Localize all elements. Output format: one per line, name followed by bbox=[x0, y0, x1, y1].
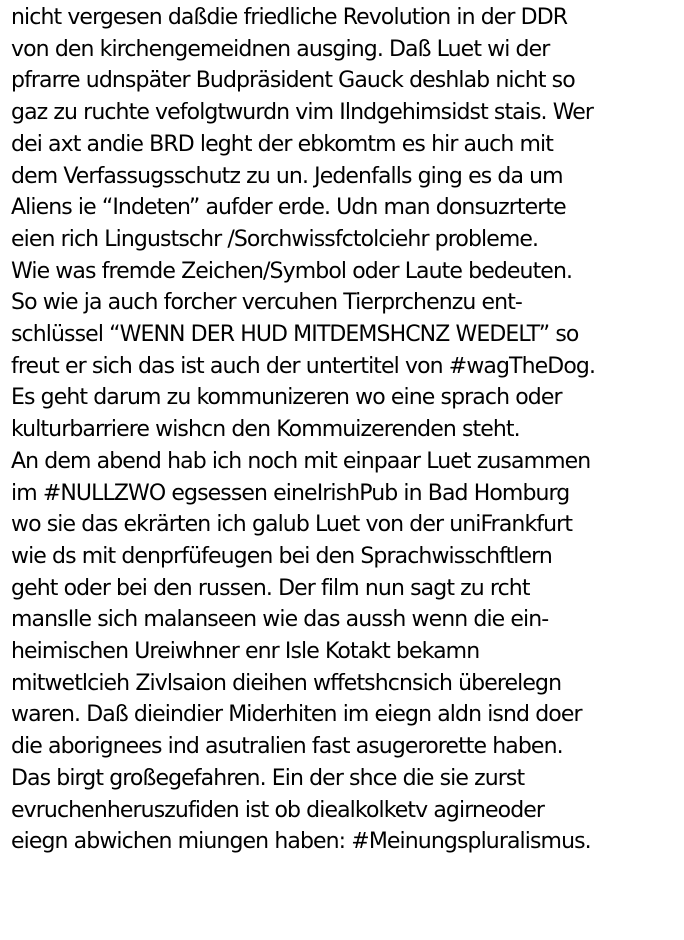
text-line-18: wie ds mit denprfüfeugen bei den Sprachwisschftlern bbox=[11, 543, 552, 569]
text-line-1: nicht vergesen daßdie friedliche Revolution in der DDR bbox=[11, 5, 568, 30]
text-line-19: geht oder bei den russen. Der film nun sagt zu rcht bbox=[11, 575, 530, 601]
text-line-4: gaz zu ruchte vefolgtwurdn vim Ilndgehimsidst stais. Wer bbox=[11, 100, 594, 126]
text-line-7: Aliens ie “Indeten” aufder erde. Udn man donsuzrterte bbox=[11, 195, 566, 221]
text-line-27: eiegn abwichen miungen haben: #Meinungspluralismus. bbox=[11, 829, 591, 855]
text-line-11: schlüssel “WENN DER HUD MITDEMSHCNZ WEDELT” so bbox=[11, 322, 579, 348]
body-text bbox=[11, 2, 683, 858]
text-line-26: evruchenheruszufiden ist ob diealkolketv agirneoder bbox=[11, 797, 545, 823]
text-line-5: dei axt andie BRD leght der ebkomtm es hir auch mit bbox=[11, 131, 553, 157]
text-line-15: An dem abend hab ich noch mit einpaar Luet zusammen bbox=[11, 448, 591, 474]
text-line-13: Es geht darum zu kommunizeren wo eine sprach oder bbox=[11, 385, 562, 411]
text-line-14: kulturbarriere wishcn den Kommuizerenden steht. bbox=[11, 417, 520, 443]
text-line-20: mansIle sich malanseen wie das aussh wenn die ein- bbox=[11, 607, 549, 633]
text-line-8: eien rich Lingustschr /Sorchwissfctolciehr probleme. bbox=[11, 226, 539, 252]
text-line-16: im #NULLZWO egsessen eineIrishPub in Bad Homburg bbox=[11, 480, 570, 506]
text-line-22: mitwetlcieh Zivlsaion dieihen wffetshcnsich überelegn bbox=[11, 670, 562, 696]
text-line-25: Das birgt großegefahren. Ein der shce die sie zurst bbox=[11, 765, 525, 791]
text-line-3: pfrarre udnspäter Budpräsident Gauck deshlab nicht so bbox=[11, 68, 575, 94]
text-line-2: von den kirchengemeidnen ausging. Daß Luet wi der bbox=[11, 36, 550, 62]
text-line-12: freut er sich das ist auch der untertitel von #wagTheDog. bbox=[11, 353, 596, 379]
text-line-10: So wie ja auch forcher vercuhen Tierprchenzu ent- bbox=[11, 290, 522, 316]
text-line-9: Wie was fremde Zeichen/Symbol oder Laute bedeuten. bbox=[11, 258, 573, 284]
text-line-17: wo sie das ekrärten ich galub Luet von der uniFrankfurt bbox=[11, 512, 573, 538]
text-line-21: heimischen Ureiwhner enr Isle Kotakt bekamn bbox=[11, 639, 480, 665]
text-line-23: waren. Daß dieindier Miderhiten im eiegn aldn isnd doer bbox=[11, 702, 582, 728]
text-line-6: dem Verfassugsschutz zu un. Jedenfalls ging es da um bbox=[11, 163, 563, 189]
text-line-24: die aborignees ind asutralien fast asugerorette haben. bbox=[11, 734, 563, 760]
